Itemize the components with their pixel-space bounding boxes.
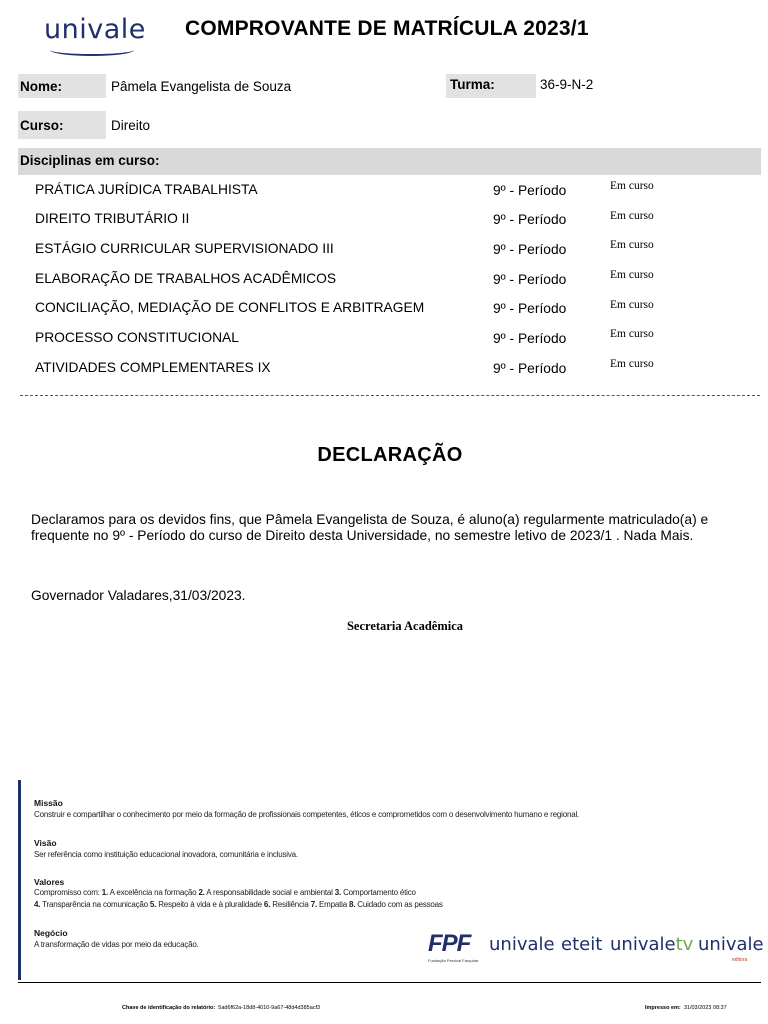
report-key-label: Chave de identificação do relatório: xyxy=(122,1005,216,1011)
valor-number: 6. xyxy=(263,900,271,909)
discipline-status: Em curso xyxy=(610,269,654,281)
valor-text: A responsabilidade social e ambiental xyxy=(204,888,335,897)
course-row-gap xyxy=(106,111,761,139)
eteit-logo: eteit xyxy=(561,934,603,955)
page-title: COMPROVANTE DE MATRÍCULA 2023/1 xyxy=(185,17,589,40)
negocio-text: A transformação de vidas por meio da educação. xyxy=(34,940,199,949)
printed-value: 31/03/2023 08:37 xyxy=(683,1005,727,1011)
discipline-period: 9º - Período xyxy=(493,361,567,376)
discipline-name: PRÁTICA JURÍDICA TRABALHISTA xyxy=(35,182,258,197)
discipline-status: Em curso xyxy=(610,210,654,222)
discipline-period: 9º - Período xyxy=(493,212,567,227)
declaration-title: DECLARAÇÃO xyxy=(317,444,463,466)
discipline-period: 9º - Período xyxy=(493,301,567,316)
printed-label: Impresso em: xyxy=(645,1005,681,1011)
valores-line-1 xyxy=(34,888,416,897)
univale-brand-logo: univale xyxy=(489,934,555,955)
report-key-value: 5ad6f62a-18d8-4010-9a67-48d4d385acf3 xyxy=(218,1005,321,1011)
student-class: 36-9-N-2 xyxy=(540,77,594,92)
discipline-name: PROCESSO CONSTITUCIONAL xyxy=(35,330,239,345)
discipline-name: ATIVIDADES COMPLEMENTARES IX xyxy=(35,360,271,375)
student-name: Pâmela Evangelista de Souza xyxy=(111,79,292,94)
valor-number: 5. xyxy=(149,900,157,909)
discipline-status: Em curso xyxy=(610,358,654,370)
valor-number: 8. xyxy=(348,900,356,909)
footer-accent-bar xyxy=(18,780,21,980)
valor-number: 2. xyxy=(198,888,205,897)
univale-logo: univale xyxy=(44,14,146,45)
discipline-name: DIREITO TRIBUTÁRIO II xyxy=(35,211,190,226)
univaletv-logo-tv: tv xyxy=(675,934,694,955)
discipline-status: Em curso xyxy=(610,299,654,311)
valor-text: Transparência na comunicação xyxy=(40,900,150,909)
discipline-period: 9º - Período xyxy=(493,272,567,287)
valores-title: Valores xyxy=(34,877,65,887)
editora-sub: editora xyxy=(732,957,748,963)
signature: Secretaria Acadêmica xyxy=(346,619,464,633)
valor-text: Respeito à vida e à pluralidade xyxy=(156,900,264,909)
univaletv-logo-text: univale xyxy=(610,934,676,955)
valor-number: 3. xyxy=(334,888,342,897)
discipline-name: ESTÁGIO CURRICULAR SUPERVISIONADO III xyxy=(35,241,334,256)
univale-editora-logo: univale xyxy=(698,934,764,955)
logo-arc xyxy=(50,44,134,56)
visao-text: Ser referência como instituição educacional inovadora, comunitária e inclusiva. xyxy=(34,850,298,859)
discipline-name: CONCILIAÇÃO, MEDIAÇÃO DE CONFLITOS E ARBITRAGEM xyxy=(35,300,425,315)
valores-line-2 xyxy=(34,900,443,909)
place-date: Governador Valadares,31/03/2023. xyxy=(31,588,246,603)
declaration-text: Declaramos para os devidos fins, que Pâmela Evangelista de Souza, é aluno(a) regularmente matriculado(a) e frequente no 9º - Período do curso de Direito desta Universidade, no semestre letivo de 2023/1 . Nada Mais. xyxy=(31,512,709,543)
discipline-period: 9º - Período xyxy=(493,331,567,346)
valores-prefix: Compromisso com: xyxy=(34,888,102,897)
report-key xyxy=(122,1005,320,1011)
valor-text: Cuidado com as pessoas xyxy=(355,900,443,909)
missao-title: Missão xyxy=(34,798,63,808)
valor-number: 4. xyxy=(34,900,41,909)
discipline-status: Em curso xyxy=(610,239,654,251)
dashed-divider xyxy=(20,395,760,396)
course-label: Curso: xyxy=(20,118,64,133)
missao-text: Construir e compartilhar o conhecimento por meio da formação de profissionais competentes, éticos e comprometidos com o desenvolvimento humano e regional. xyxy=(34,810,580,819)
fpf-logo-sub: Fundação Percival Farquhar xyxy=(428,958,479,963)
visao-title: Visão xyxy=(34,838,57,848)
discipline-name: ELABORAÇÃO DE TRABALHOS ACADÊMICOS xyxy=(35,271,337,286)
discipline-period: 9º - Período xyxy=(493,242,567,257)
student-course: Direito xyxy=(111,118,151,133)
valor-number: 7. xyxy=(310,900,317,909)
discipline-period: 9º - Período xyxy=(493,183,567,198)
valor-text: A excelência na formação xyxy=(108,888,199,897)
valor-text: Comportamento ético xyxy=(341,888,416,897)
printed-at xyxy=(645,1005,727,1011)
footer-divider xyxy=(18,982,761,983)
valor-text: Empatia xyxy=(316,900,349,909)
disciplines-header: Disciplinas em curso: xyxy=(20,153,160,168)
discipline-status: Em curso xyxy=(610,180,654,192)
name-label: Nome: xyxy=(20,79,63,94)
negocio-title: Negócio xyxy=(34,928,68,938)
class-label: Turma: xyxy=(450,77,495,92)
valor-text: Resiliência xyxy=(270,900,311,909)
fpf-logo: FPF xyxy=(428,930,471,957)
univaletv-logo xyxy=(610,934,693,955)
valor-number: 1. xyxy=(101,888,109,897)
discipline-status: Em curso xyxy=(610,328,654,340)
